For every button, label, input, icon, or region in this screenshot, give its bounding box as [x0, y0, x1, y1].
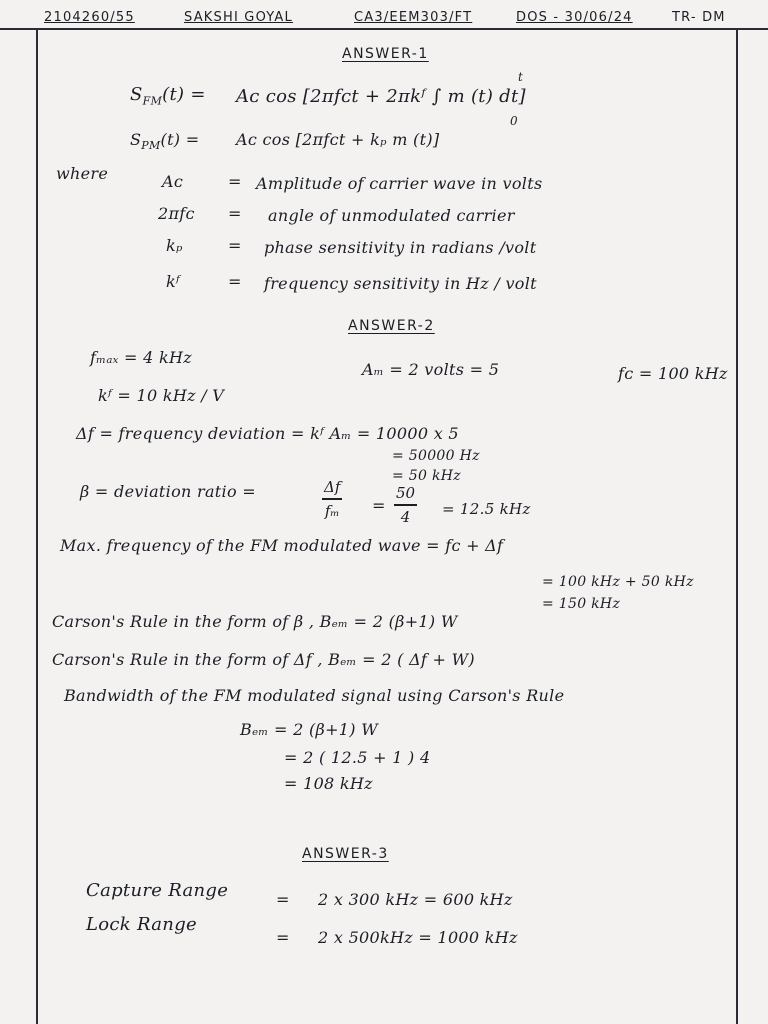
left-margin-line	[36, 28, 38, 1024]
carsons-rule-df: Carson's Rule in the form of Δf , Bₑₘ = 2 ( Δf + W)	[52, 650, 475, 669]
fm-equation-rhs: Aᴄ cos [2πfᴄt + 2πkᶠ ∫ m (t) dt]	[236, 86, 526, 107]
fc-value: fᴄ = 100 kHz	[618, 364, 728, 383]
header-rule	[0, 28, 768, 30]
frequency-deviation-line: Δf = frequency deviation = kᶠ Aₘ = 10000 x 5	[76, 424, 459, 443]
student-name: SAKSHI GOYAL	[184, 10, 293, 25]
max-frequency-sum: = 100 kHz + 50 kHz	[542, 574, 694, 590]
am-value: Aₘ = 2 volts = 5	[362, 360, 500, 379]
def-eq-kf: =	[228, 272, 242, 291]
bfm-result: = 108 kHz	[284, 774, 373, 793]
deviation-ratio-result: = 12.5 kHz	[442, 500, 531, 518]
date-of-submission: DOS - 30/06/24	[516, 10, 633, 25]
def-symbol-kp: kₚ	[166, 236, 183, 255]
lock-range-value: 2 x 500kHz = 1000 kHz	[318, 928, 518, 947]
fraction-df-over-fm: Δf fₘ	[324, 478, 341, 520]
answer-3-heading: ANSWER-3	[302, 846, 389, 862]
def-desc-kp: phase sensitivity in radians /volt	[264, 238, 537, 257]
deviation-ratio-label: β = deviation ratio =	[80, 482, 256, 501]
kf-value: kᶠ = 10 kHz / V	[98, 386, 225, 405]
fm-equation-lhs: $S_{FM}(t)$ =	[130, 84, 206, 108]
max-frequency-line: Max. frequency of the FM modulated wave = fᴄ + Δf	[60, 536, 504, 555]
pm-equation-rhs: Aᴄ cos [2πfᴄt + kₚ m (t)]	[236, 130, 440, 149]
def-symbol-angle: 2πfᴄ	[158, 204, 195, 223]
capture-range-value: 2 x 300 kHz = 600 kHz	[318, 890, 513, 909]
frequency-deviation-hz: = 50000 Hz	[392, 448, 480, 464]
answer-1-heading: ANSWER-1	[342, 46, 429, 62]
course-code: CA3/EEM303/FT	[354, 10, 473, 25]
right-margin-line	[736, 28, 738, 1024]
def-desc-ac: Amplitude of carrier wave in volts	[256, 174, 543, 193]
bfm-substitution: = 2 ( 12.5 + 1 ) 4	[284, 748, 431, 767]
max-frequency-result: = 150 kHz	[542, 596, 621, 612]
fraction-equals: =	[372, 496, 386, 515]
capture-range-label: Capture Range	[86, 880, 229, 901]
def-symbol-ac: Aᴄ	[162, 172, 184, 191]
answer-2-heading: ANSWER-2	[348, 318, 435, 334]
bandwidth-title: Bandwidth of the FM modulated signal using Carson's Rule	[64, 686, 565, 705]
integral-upper-limit: t	[518, 70, 524, 84]
pm-equation-lhs: $S_{PM}(t)$ =	[130, 130, 200, 153]
def-desc-angle: angle of unmodulated carrier	[268, 206, 515, 225]
lock-range-label: Lock Range	[86, 914, 197, 935]
def-symbol-kf: kᶠ	[166, 272, 181, 291]
capture-range-equals: =	[276, 890, 290, 909]
def-eq-kp: =	[228, 236, 242, 255]
def-eq-angle: =	[228, 204, 242, 223]
fraction-50-over-4: 50 4	[396, 484, 416, 526]
def-eq-ac: =	[228, 172, 242, 191]
bfm-formula: Bₑₘ = 2 (β+1) W	[240, 720, 378, 739]
roll-number: 2104260/55	[44, 10, 135, 25]
lock-range-equals: =	[276, 928, 290, 947]
def-desc-kf: frequency sensitivity in Hz / volt	[264, 274, 537, 293]
where-label: where	[56, 164, 109, 183]
carsons-rule-beta: Carson's Rule in the form of β , Bₑₘ = 2 (β+1) W	[52, 612, 458, 631]
teacher-initials: TR- DM	[672, 10, 726, 25]
integral-lower-limit: 0	[510, 114, 518, 128]
frequency-deviation-khz: = 50 kHz	[392, 468, 461, 484]
fmax-value: fₘₐₓ = 4 kHz	[90, 348, 192, 367]
